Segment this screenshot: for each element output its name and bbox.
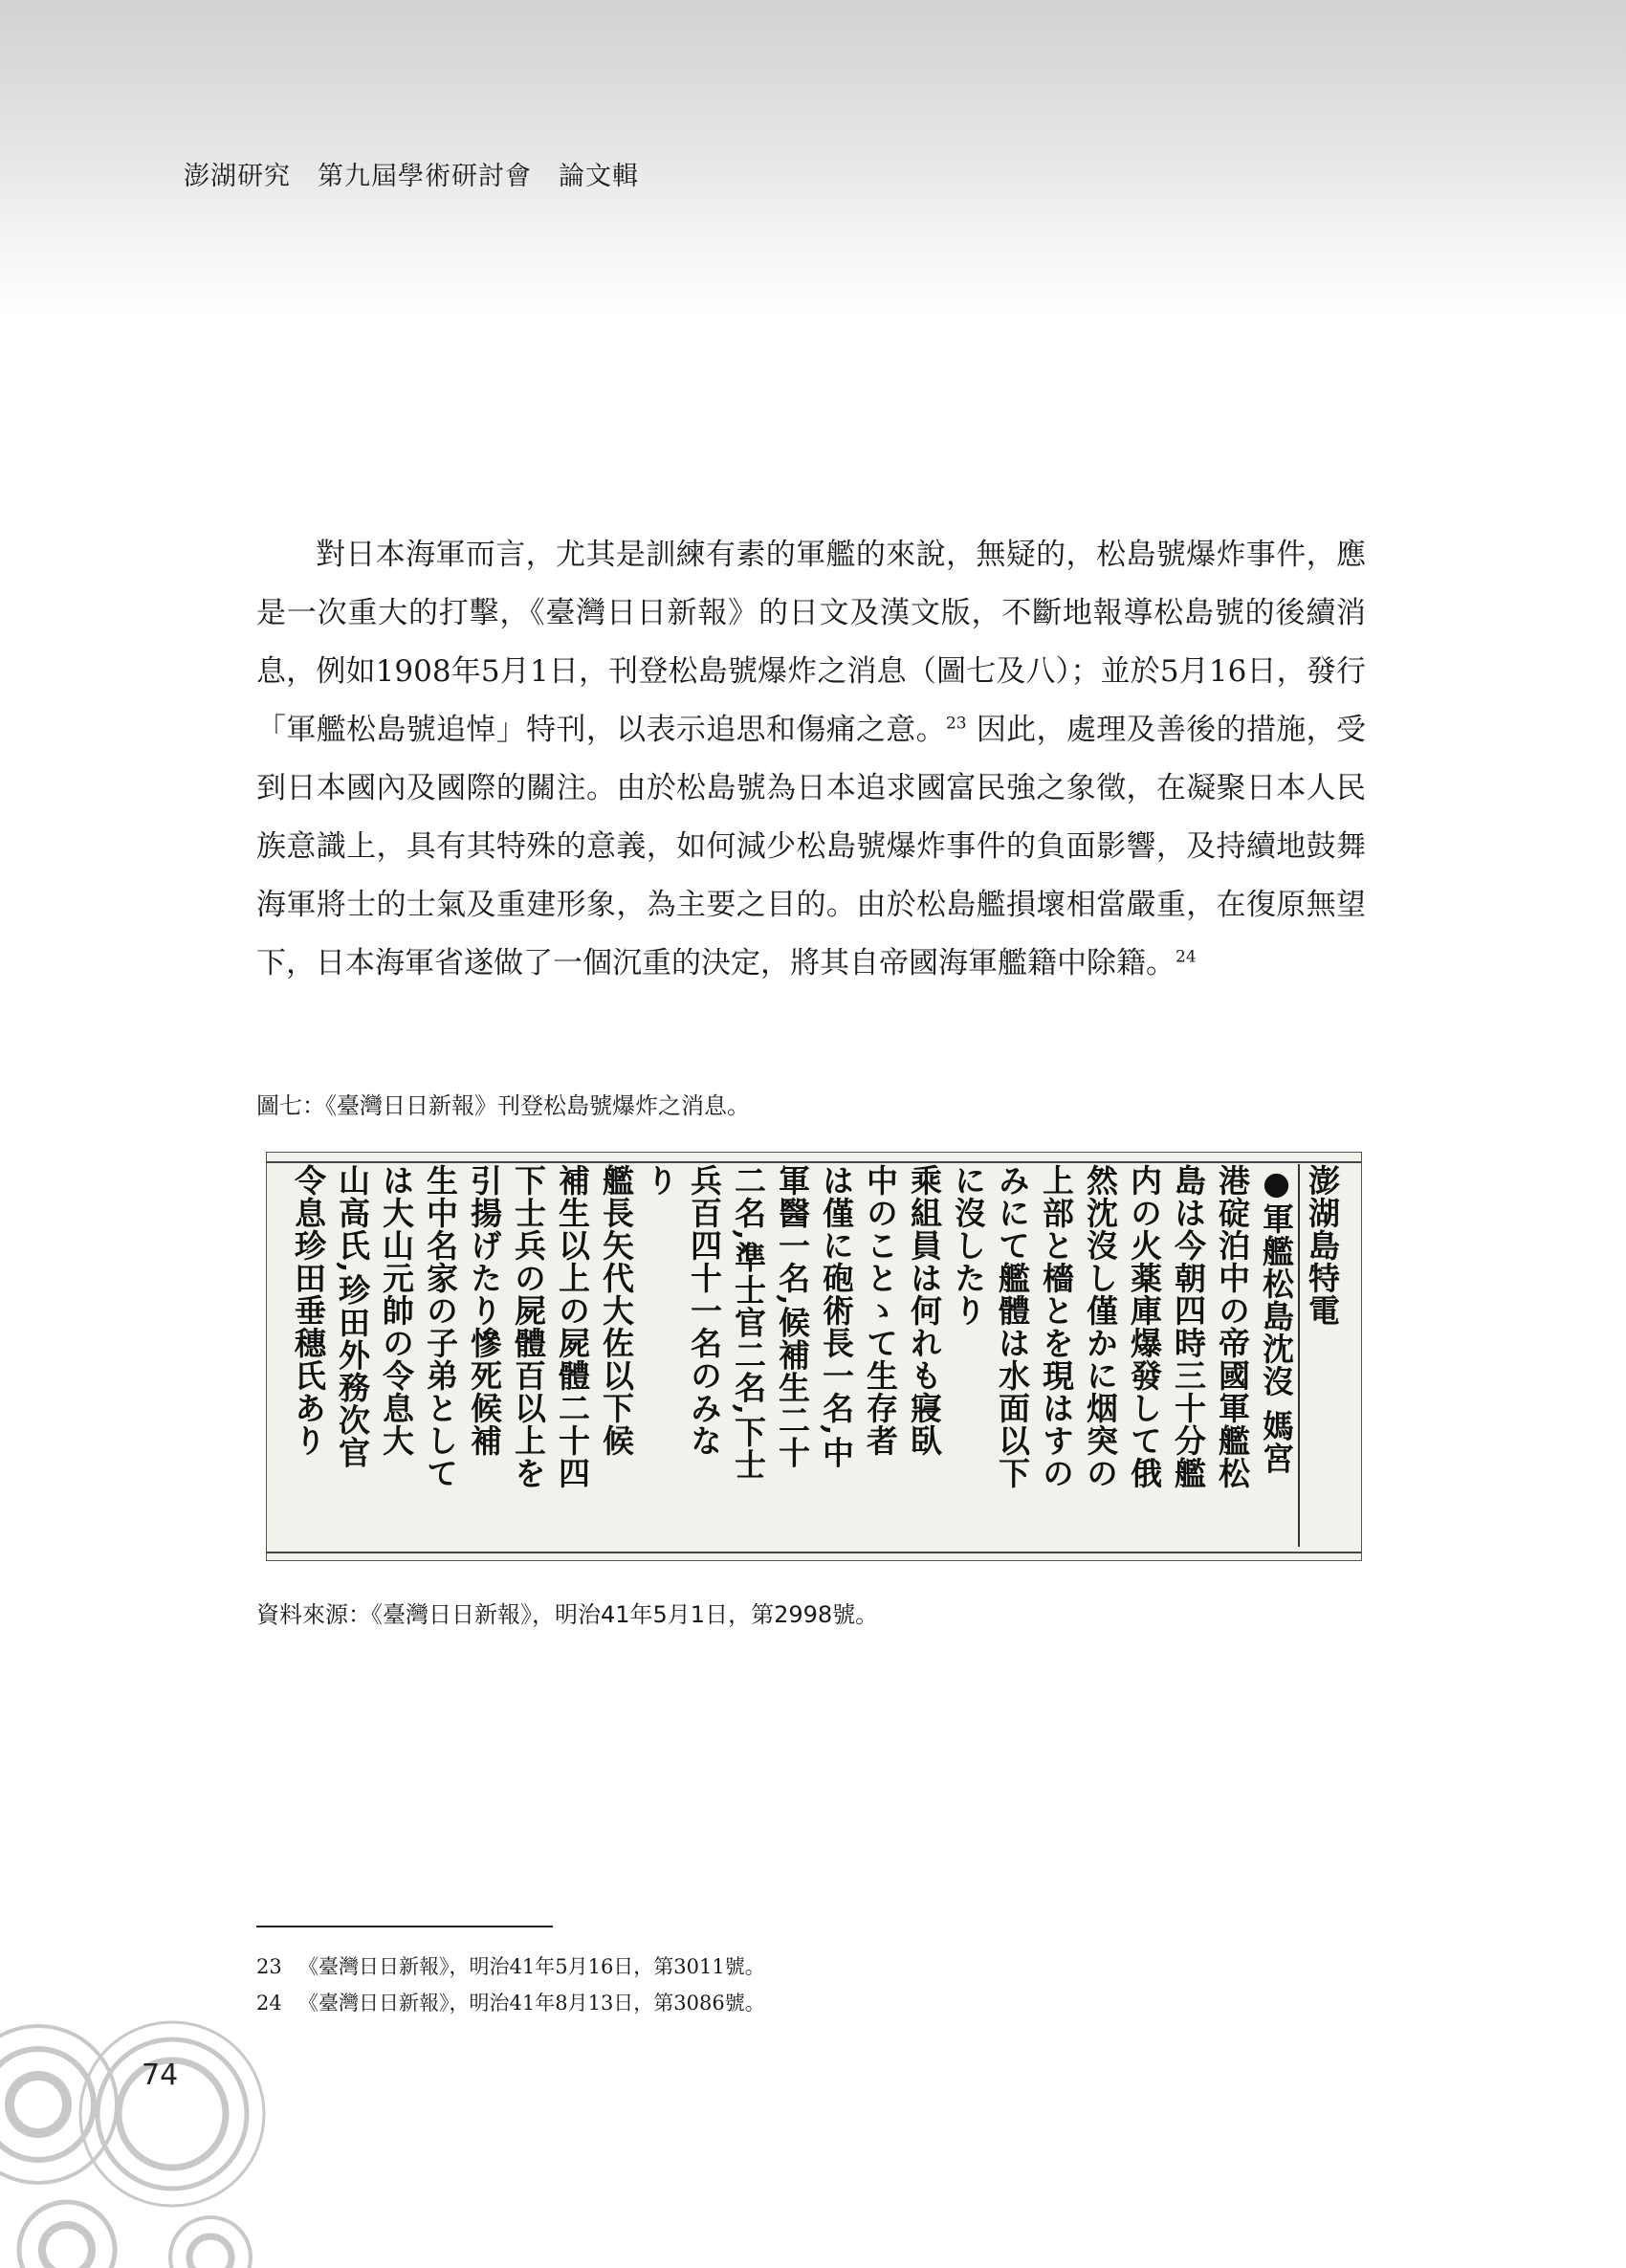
body-text-part2: 因此，處理及善後的措施，受到日本國內及國際的關注。由於松島號為日本追求國富民強之象徵，在凝聚日本人民族意識上，具有其特殊的意義，如何減少松島號爆炸事件的負面影響，及持續地鼓舞海軍將士的士氣及重建形象，為主要之目的。由於松島艦損壞相當嚴重，在復原無望下，日本海軍省遂做了一個沉重的決定，將其自帝國海軍艦籍中除籍。 [256, 713, 1366, 980]
footnote-text: 《臺灣日日新報》，明治41年5月16日，第3011號。 [298, 1955, 765, 1978]
clipping-column: 艦長矢代大佐以下候 [598, 1164, 635, 1457]
clipping-column: 上部と檣とを現はすの [1038, 1164, 1075, 1489]
footnote-number: 24 [256, 1992, 282, 2015]
clipping-column: 乘組員は何れも寢臥 [906, 1164, 943, 1457]
clipping-column: 然沈沒し僅かに烟突の [1082, 1164, 1119, 1489]
figure-caption: 圖七：《臺灣日日新報》刊登松島號爆炸之消息。 [256, 1092, 750, 1119]
clipping-column: 島は今朝四時三十分艦 [1170, 1164, 1207, 1489]
clipping-column: に沒したり [950, 1164, 987, 1327]
clipping-column: 兵百四十一名のみな [686, 1164, 723, 1457]
body-text-part1: 對日本海軍而言，尤其是訓練有素的軍艦的來說，無疑的，松島號爆炸事件，應是一次重大的打擊，《臺灣日日新報》的日文及漢文版，不斷地報導松島號的後續消息，例如1908年5月1日，刊登松島號爆炸之消息（圖七及八）；並於5月16日，發行「軍艦松島號追悼」特刊，以表示追思和傷痛之意。 [256, 538, 1366, 747]
figure-source: 資料來源：《臺灣日日新報》，明治41年5月1日，第2998號。 [256, 1601, 879, 1628]
footnote-text: 《臺灣日日新報》，明治41年8月13日，第3086號。 [298, 1992, 765, 2015]
footnote-23 [256, 1951, 765, 1980]
concentric-circles-decoration [0, 1999, 287, 2268]
clipping-column: ●軍艦松島沈沒 媽宮 [1258, 1164, 1295, 1475]
body-paragraph [256, 526, 1366, 993]
newspaper-clipping [266, 1152, 1362, 1561]
clipping-column: は僅に砲術長一名,中 [818, 1164, 855, 1469]
footnote-24 [256, 1988, 765, 2016]
clipping-column: 引揚げたり慘死候補 [466, 1164, 503, 1457]
clipping-column: 下士兵の屍體百以上を [510, 1164, 547, 1489]
clipping-column: 軍醫一名,候補生二十 [774, 1164, 811, 1469]
clipping-column: 生中名家の子弟として [422, 1164, 459, 1489]
clipping-column: 港碇泊中の帝國軍艦松 [1214, 1164, 1251, 1489]
clipping-column: は大山元帥の令息大 [378, 1164, 415, 1457]
clipping-column: 内の火薬庫爆發して俄 [1126, 1164, 1163, 1489]
clipping-column: 二名,準士官二名,下士 [730, 1164, 767, 1481]
clipping-column: り [642, 1164, 679, 1197]
clipping-column: みにて艦體は水面以下 [994, 1164, 1031, 1489]
footnote-divider [256, 1926, 553, 1927]
clipping-column: 令息珍田垂穗氏あり [290, 1164, 327, 1457]
clipping-column: 山高氏,珍田外務次官 [334, 1164, 371, 1469]
footnote-number: 23 [256, 1955, 282, 1978]
footnote-ref-23[interactable]: 23 [945, 714, 967, 734]
clipping-columns [286, 1164, 1344, 1547]
clipping-column: 中のことゝて生存者 [862, 1164, 899, 1457]
clipping-headline: 澎湖島特電 [1298, 1164, 1344, 1547]
footnote-ref-24[interactable]: 24 [1176, 947, 1197, 967]
clipping-column: 補生以上の屍體二十四 [554, 1164, 591, 1489]
page-number: 74 [142, 2059, 179, 2092]
running-header: 澎湖研究 第九屆學術研討會 論文輯 [184, 162, 639, 191]
